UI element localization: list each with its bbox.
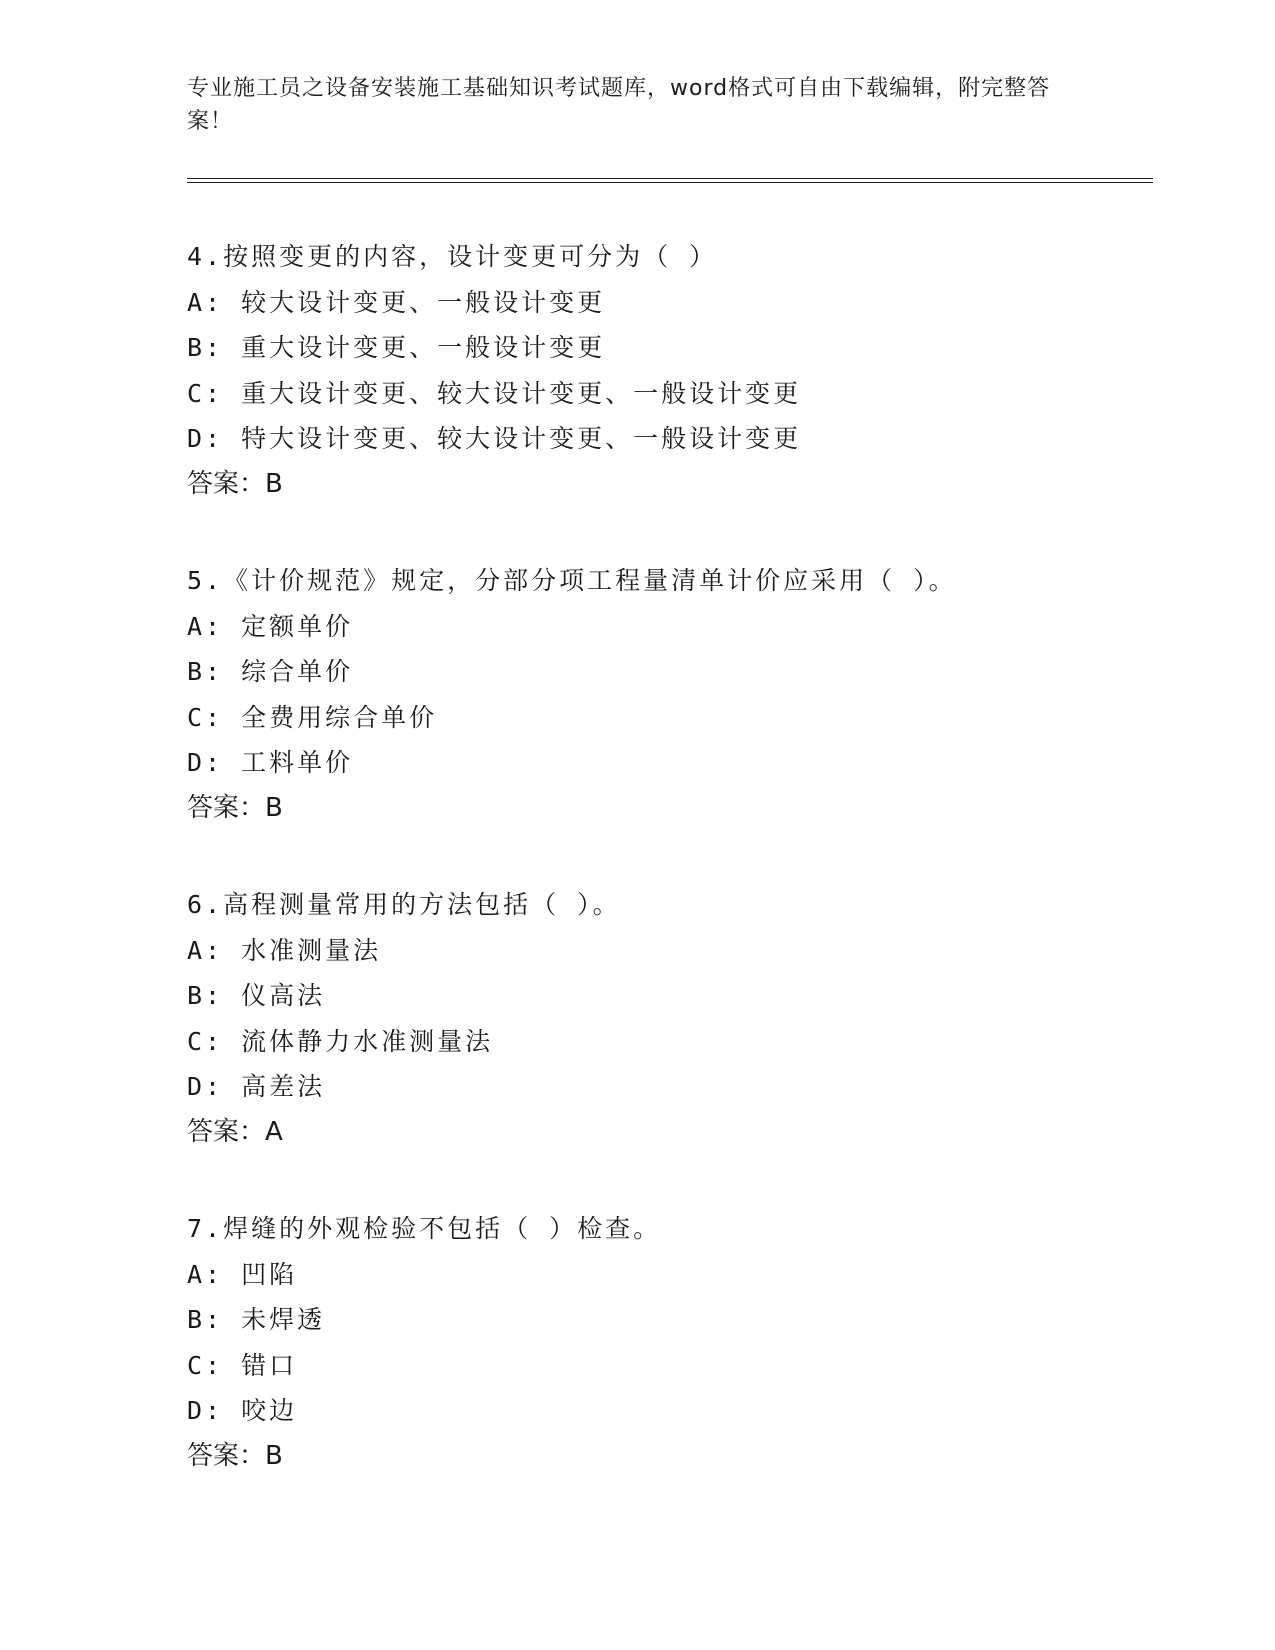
answer: 答案：A <box>187 1116 283 1147</box>
option-b: B: 仪高法 <box>187 981 326 1010</box>
question-6 <box>187 882 1153 1155</box>
question-5 <box>187 558 1153 831</box>
option-d: D: 工料单价 <box>187 748 354 777</box>
answer: 答案：B <box>187 1440 283 1471</box>
option-c: C: 全费用综合单价 <box>187 702 438 732</box>
header-double-rule <box>187 178 1153 183</box>
option-c: C: 流体静力水准测量法 <box>187 1026 494 1056</box>
question-stem: 6.高程测量常用的方法包括（ ）。 <box>187 890 621 919</box>
option-a: A: 水准测量法 <box>187 935 382 965</box>
option-d: D: 高差法 <box>187 1072 326 1101</box>
question-stem: 4.按照变更的内容，设计变更可分为（ ） <box>187 242 718 271</box>
option-b: B: 重大设计变更、一般设计变更 <box>187 333 606 362</box>
header-text: 专业施工员之设备安装施工基础知识考试题库，word格式可自由下载编辑，附完整答案！ <box>187 76 1051 134</box>
rule-line <box>187 178 1153 179</box>
option-a: A: 定额单价 <box>187 611 354 641</box>
question-stem: 5.《计价规范》规定，分部分项工程量清单计价应采用（ ）。 <box>187 566 957 595</box>
answer: 答案：B <box>187 792 283 823</box>
option-b: B: 综合单价 <box>187 657 354 686</box>
question-7 <box>187 1206 1153 1479</box>
option-a: A: 凹陷 <box>187 1259 298 1289</box>
document-header <box>187 72 1067 138</box>
option-a: A: 较大设计变更、一般设计变更 <box>187 287 606 317</box>
option-d: D: 特大设计变更、较大设计变更、一般设计变更 <box>187 424 802 453</box>
option-b: B: 未焊透 <box>187 1305 326 1334</box>
option-c: C: 重大设计变更、较大设计变更、一般设计变更 <box>187 378 802 408</box>
question-4 <box>187 234 1153 507</box>
rule-line <box>187 182 1153 183</box>
question-list <box>187 234 1153 1530</box>
option-c: C: 错口 <box>187 1350 298 1380</box>
answer: 答案：B <box>187 468 283 499</box>
question-stem: 7.焊缝的外观检验不包括（ ）检查。 <box>187 1214 662 1243</box>
option-d: D: 咬边 <box>187 1396 298 1425</box>
